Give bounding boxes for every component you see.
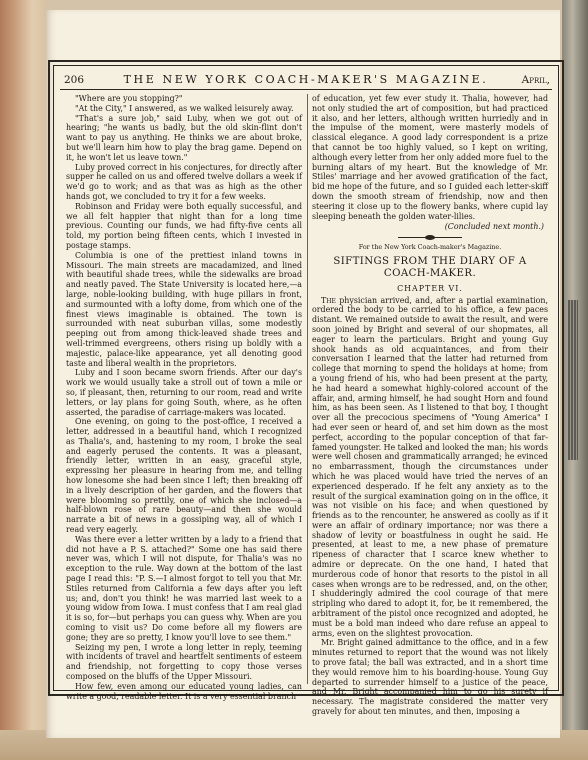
paragraph: One evening, on going to the post-office, I received a letter, addressed in a beautiful hand, which I recognized as Thalia's, and, hastening to my room, I broke the seal and eagerly perused the contents. It was a pleasant, friendly letter, written in an easy, graceful style, expressing her pleasure in hearing from me, and telling how lonesome she had been since I left; then breaking off in a lively description of her garden, and the flowers that were blooming so prettily, one of which she inclosed—a half-blown rose of rare beauty—and then she would narrate a bit of news in a gossiping way, all of which I read very eagerly. [66, 417, 302, 535]
running-title: THE NEW YORK COACH-MAKER'S MAGAZINE. [123, 73, 489, 86]
paragraph-text: physician arrived, and, after a partial examination, ordered the body to be carried to his office, a few paces distant. We remained outside to await the result, and were soon joined by Bright and several of our shopmates, all eager to learn the particulars. Bright and young Guy shook hands as old acquaintances, and from their conversation I learned that the latter had returned from college that morning to spend the holidays at home; from a young friend of his, who had been present at the party, he had heard a somewhat highly-colored account of the affair, and, arming himself, he had sought Horn and found him, as has been seen. As I listened to that boy, I thought over all the precocious specimens of "Young America" I had ever seen or heard of, and set him down as the most perfect, according to the popular conception of that far-famed youngster. He talked and looked the man; his words were well chosen and grammatically arranged; he evinced no embarrassment, though the circumstances under which he was placed would have tried the nerves of an experienced desperado. If he felt any anxiety as to the result of the surgical examination going on in the office, it was not visible on his face; and when questioned by friends as to the rencounter, he answered as coolly as if it were an affair of ordinary importance; nor was there a shadow of levity or boastfulness in ought he said. He presented, at least to me, a new phase of premature ripeness of character that I scarce knew whether to admire or deprecate. On the one hand, I hated that murderous code of honor that resorts to the pistol in all cases when wrongs are to be redressed, and, on the other, I shudderingly admired the cool courage of that mere stripling who dared to adopt it, for, be it remembered, the arbitrament of the pistol once recognized and adopted, he must be a bold man indeed who dare refuse an appeal to arms, even on the slightest provocation. [312, 295, 548, 638]
page-border-frame [48, 60, 564, 717]
section-ornament-rule [312, 235, 548, 240]
running-header [60, 70, 552, 90]
issue-month: April, [521, 74, 550, 86]
page-number: 206 [64, 74, 85, 86]
chapter-heading: CHAPTER VI. [397, 283, 463, 293]
paragraph: Was there ever a letter written by a lady to a friend that did not have a P. S. attached?" Some one has said there never was, which I will not dispute, for Thalia's was no exception to the rule. Way down at the bottom of the last page I read this: "P. S.—I almost forgot to tell you that Mr. Stiles returned from California a few days after you left us; and, don't you think! he was married last week to a young widow from Iowa. I must confess that I am real glad it is so, for—but perhaps you can guess why. When are you coming to visit us? Do come before all my flowers are gone; they are so pretty, I know you'll love to see them." [66, 534, 302, 642]
article-title: SIFTINGS FROM THE DIARY OF A COACH-MAKER. [333, 255, 527, 280]
paragraph: Mr. Bright gained admittance to the office, and in a few minutes returned to report that the wound was not likely to prove fatal; the ball was extracted, and in a short time they would remove him to his boarding-house. Young Guy departed to surrender himself to a justice of the peace, and Mr. Bright accompanied him to go his surety if necessary. The magistrate considered the matter very gravely for about ten minutes, and then, imposing a [312, 638, 548, 717]
book-spine-edge [562, 0, 588, 760]
paragraph: Luby proved correct in his conjectures, for directly after supper he called on us and offered twelve dollars a week if we'd go to work; and as that was as high as the other hands got, we concluded to try it for a few weeks. [66, 162, 302, 201]
page-border-inner [53, 65, 559, 717]
paragraph-continuation: of education, yet few ever study it. Thalia, however, had not only studied the art of composition, but had practiced it also, and her letters, although written hurriedly and in the impulse of the moment, were masterly models of classical elegance. A good lady correspondent is a prize that cannot be too highly valued, so I kept on writing, although every letter from her only added more fuel to the burning altars of my heart. But the knowledge of Mr. Stiles' marriage and her avowed gratification of the fact, bid me hope of the future, and so I guided each letter-skiff down the smooth stream of friendship, now and then steering it close up to the flowery banks, where cupid lay sleeping beneath the golden water-lilies. [312, 94, 548, 221]
paragraph: Robinson and Friday were both equally successful, and we all felt happier that night than for a long time previous. Counting our funds, we had fifty-five cents all told, my portion being fifteen cents, which I invested in postage stamps. [66, 201, 302, 250]
paragraph: "That's a sure job," said Luby, when we got out of hearing; "he wants us badly, but the old skin-flint don't want to pay us anything. He thinks we are about broke, but we'll learn him how to play the brag game. Depend on it, he won't let us leave town." [66, 113, 302, 162]
paragraph: "At the City," I answered, as we walked leisurely away. [75, 103, 294, 113]
article-attribution: For the New York Coach-maker's Magazine. [358, 243, 502, 252]
right-column [312, 94, 548, 717]
paragraph: Luby and I soon became sworn friends. After our day's work we would usually take a stroll out of town a mile or so, if pleasant, then, returning to our room, read and write letters, or lay plans for going South, where, as he often asserted, the paradise of carriage-makers was located. [66, 368, 302, 417]
paragraph: Columbia is one of the prettiest inland towns in Missouri. The main streets are macadamized, and lined with beautiful shade trees, while the sidewalks are broad and neatly paved. The State University is located here,—a large, noble-looking building, with huge pillars in front, and surmounted with a lofty dome, from which one of the finest views imaginable is obtained. The town is surrounded with neat suburban villas, some modestly peeping out from among thick-leaved shade trees and well-trimmed evergreens, others rising up boldly with a majestic, palace-like appearance, yet all denoting good taste and liberal wealth in the proprietors. [66, 250, 302, 368]
paragraph: "Where are you stopping?" [75, 94, 183, 103]
paragraph-opening [312, 296, 548, 639]
paragraph: How few, even among our educated young ladies, can write a good, readable letter. It is a very essential branch [66, 681, 302, 701]
lead-words: The [321, 295, 336, 305]
book-page-edges [0, 0, 46, 760]
concluded-next-month-note: (Concluded next month.) [444, 222, 544, 232]
column-divider [307, 94, 308, 684]
left-column [66, 94, 302, 701]
paragraph: Seizing my pen, I wrote a long letter in reply, teeming with incidents of travel and heartfelt sentiments of esteem and friendship, not forgetting to copy those verses composed on the bluffs of the Upper Missouri. [66, 642, 302, 682]
